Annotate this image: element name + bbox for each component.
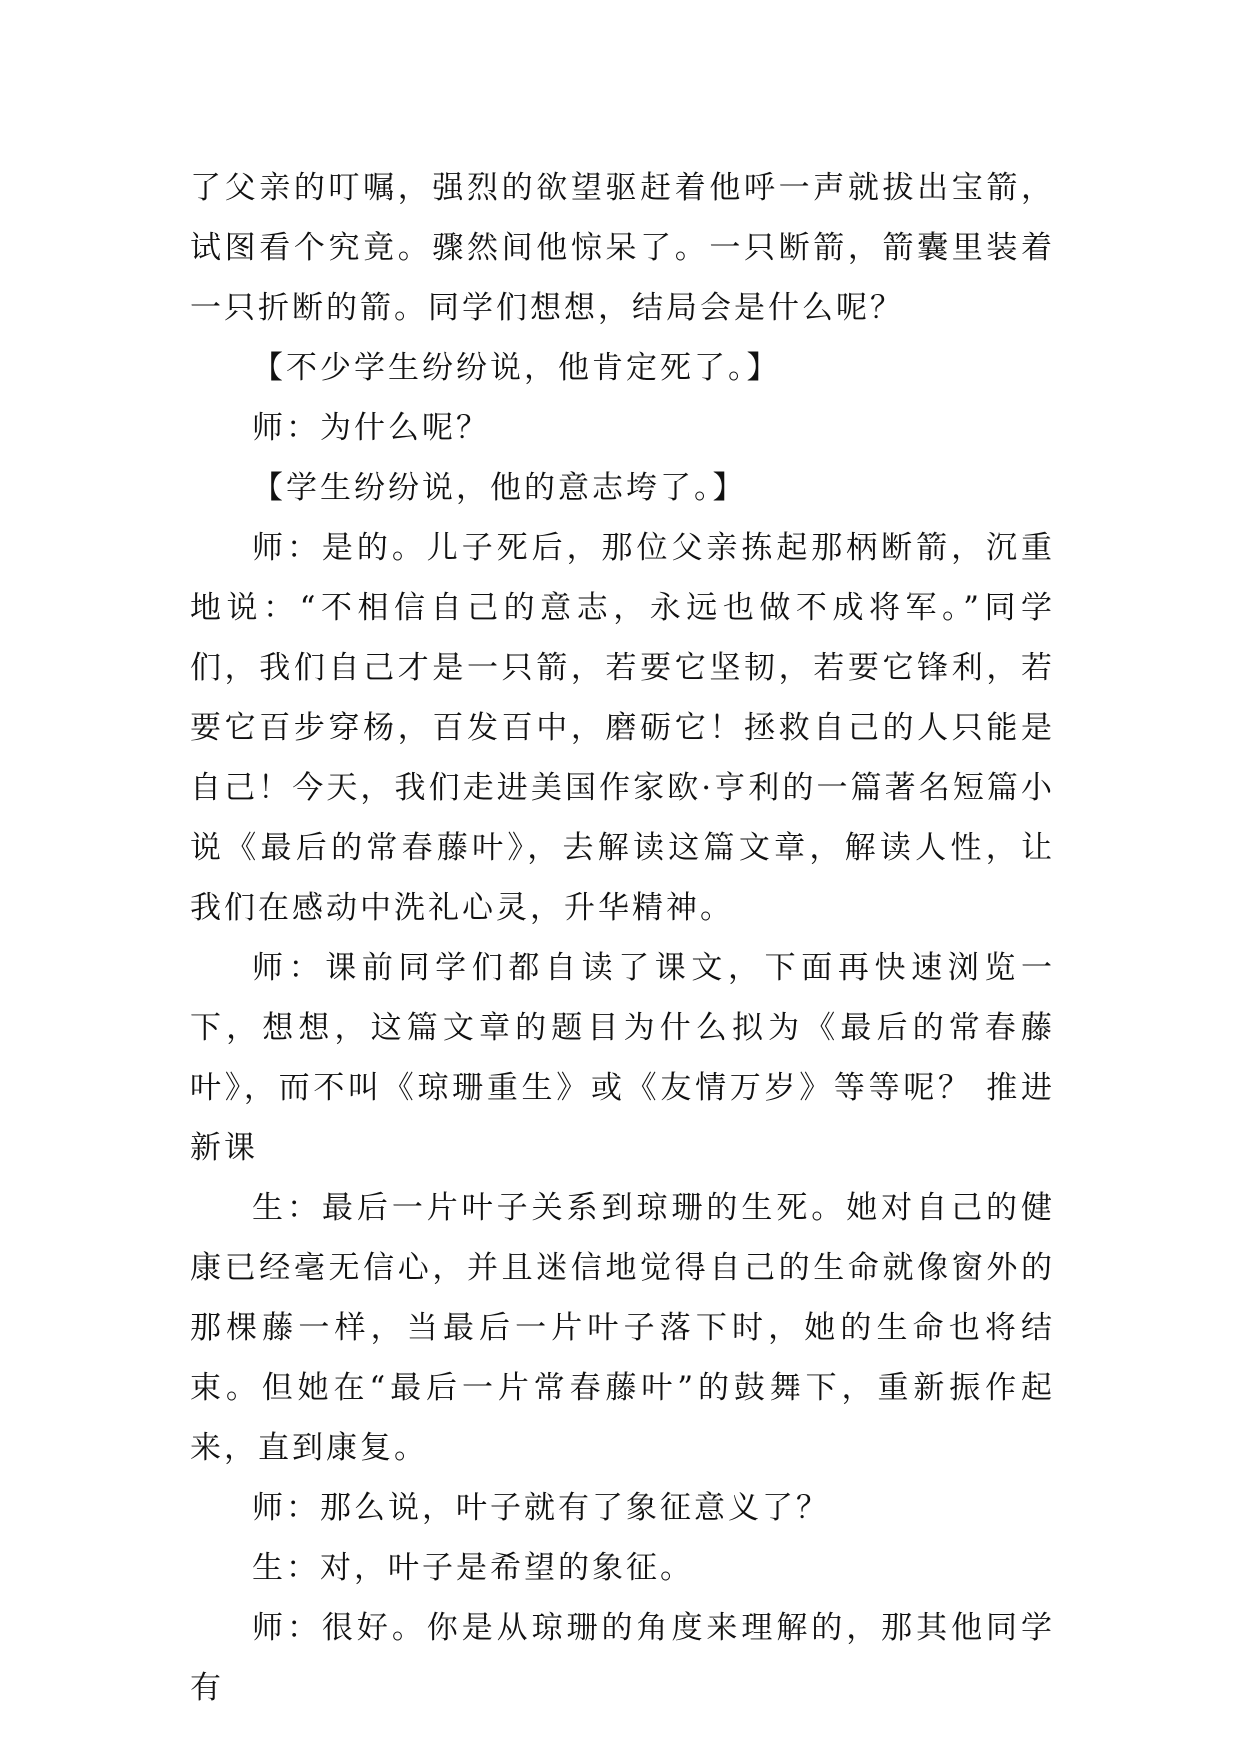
paragraph-1: 了父亲的叮嘱，强烈的欲望驱赶着他呼一声就拔出宝箭，试图看个究竟。骤然间他惊呆了。一只断箭，箭囊里装着一只折断的箭。同学们想想，结局会是什么呢？ — [190, 170, 1055, 326]
paragraph-10: 师：很好。你是从琼珊的角度来理解的，那其他同学有 — [190, 1610, 1055, 1706]
paragraph-2: 【不少学生纷纷说，他肯定死了。】 — [252, 350, 781, 386]
paragraph-9: 生：对，叶子是希望的象征。 — [252, 1550, 694, 1586]
paragraph-7: 生：最后一片叶子关系到琼珊的生死。她对自己的健康已经毫无信心，并且迷信地觉得自己的生命就像窗外的那棵藤一样，当最后一片叶子落下时，她的生命也将结束。但她在“最后一片常春藤叶”的鼓舞下，重新振作起来，直到康复。 — [190, 1190, 1055, 1466]
paragraph-5: 师：是的。儿子死后，那位父亲拣起那柄断箭，沉重地说：“不相信自己的意志，永远也做不成将军。”同学们，我们自己才是一只箭，若要它坚韧，若要它锋利，若要它百步穿杨，百发百中，磨砺它！拯救自己的人只能是自己！今天，我们走进美国作家欧·亨利的一篇著名短篇小说《最后的常春藤叶》，去解读这篇文章，解读人性，让我们在感动中洗礼心灵，升华精神。 — [190, 530, 1055, 926]
paragraph-4: 【学生纷纷说，他的意志垮了。】 — [252, 470, 747, 506]
paragraph-3: 师：为什么呢？ — [252, 410, 490, 446]
paragraph-6: 师：课前同学们都自读了课文，下面再快速浏览一下，想想，这篇文章的题目为什么拟为《最后的常春藤叶》，而不叫《琼珊重生》或《友情万岁》等等呢？ 推进新课 — [190, 950, 1055, 1166]
document-body — [190, 158, 1055, 1718]
paragraph-8: 师：那么说，叶子就有了象征意义了？ — [252, 1490, 830, 1526]
